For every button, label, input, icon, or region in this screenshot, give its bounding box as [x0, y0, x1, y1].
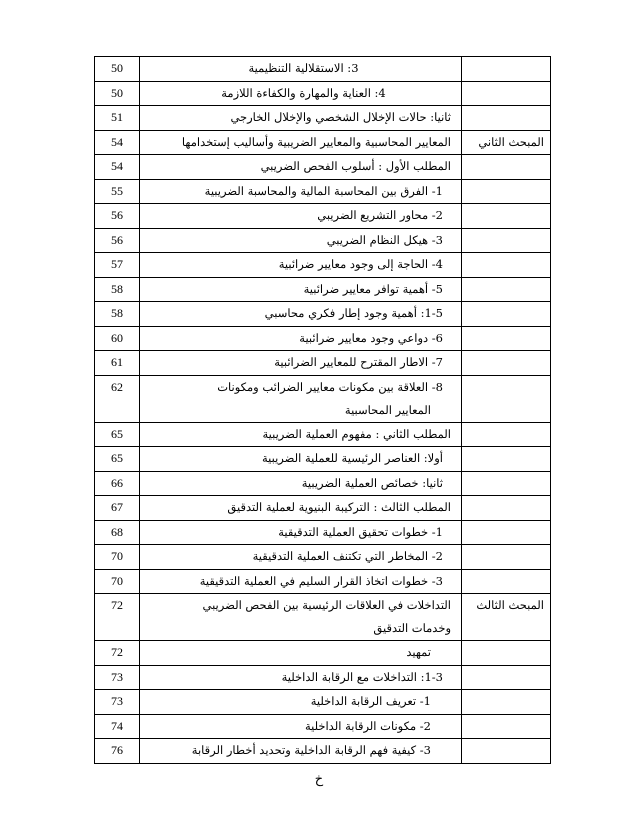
- toc-entry-title: 3- خطوات اتخاذ القرار السليم في العملية التدقيقية: [140, 569, 462, 594]
- toc-page-number: 72: [95, 641, 140, 666]
- toc-entry-title: 2- مكونات الرقابة الداخلية: [140, 714, 462, 739]
- toc-chapter-label: [462, 253, 551, 278]
- toc-page-number: 74: [95, 714, 140, 739]
- toc-chapter-label: المبحث الثالث: [462, 594, 551, 641]
- toc-row: [95, 641, 551, 666]
- toc-row: [95, 326, 551, 351]
- toc-row: [95, 569, 551, 594]
- toc-chapter-label: [462, 471, 551, 496]
- toc-row: [95, 155, 551, 180]
- toc-page-number: 56: [95, 228, 140, 253]
- toc-page-number: 70: [95, 545, 140, 570]
- toc-page-number: 58: [95, 302, 140, 327]
- toc-entry-title: 1- الفرق بين المحاسبة المالية والمحاسبة الضريبية: [140, 179, 462, 204]
- toc-page-number: 58: [95, 277, 140, 302]
- toc-chapter-label: [462, 228, 551, 253]
- toc-entry-title: أولا: العناصر الرئيسية للعملية الضريبية: [140, 447, 462, 472]
- toc-row: [95, 471, 551, 496]
- toc-page-number: 72: [95, 594, 140, 641]
- page-number-letter: خ: [314, 772, 324, 787]
- toc-row: [95, 422, 551, 447]
- toc-row: [95, 179, 551, 204]
- toc-entry-title: 1- تعريف الرقابة الداخلية: [140, 690, 462, 715]
- toc-row: [95, 714, 551, 739]
- toc-entry-title: المطلب الثالث : التركيبة البنيوية لعملية التدقيق: [140, 496, 462, 521]
- toc-entry-title: المطلب الثاني : مفهوم العملية الضريبية: [140, 422, 462, 447]
- toc-entry-title: 3- كيفية فهم الرقابة الداخلية وتحديد أخطار الرقابة: [140, 739, 462, 764]
- toc-page-number: 66: [95, 471, 140, 496]
- toc-row: [95, 351, 551, 376]
- toc-entry-title: ثانيا: خصائص العملية الضريبية: [140, 471, 462, 496]
- toc-page-number: 54: [95, 155, 140, 180]
- toc-row: [95, 665, 551, 690]
- toc-entry-title-line-2: وخدمات التدقيق: [373, 621, 451, 635]
- toc-entry-title: 1- خطوات تحقيق العملية التدقيقية: [140, 520, 462, 545]
- toc-row: [95, 739, 551, 764]
- toc-chapter-label: [462, 496, 551, 521]
- toc-chapter-label: [462, 422, 551, 447]
- toc-chapter-label: [462, 106, 551, 131]
- toc-entry-title: المعايير المحاسبية والمعايير الضريبية وأساليب إستخدامها: [140, 130, 462, 155]
- toc-entry-title: 1-5: أهمية وجود إطار فكري محاسبي: [140, 302, 462, 327]
- toc-entry-title: 3- هيكل النظام الضريبي: [140, 228, 462, 253]
- toc-page-number: 62: [95, 375, 140, 422]
- toc-page-number: 60: [95, 326, 140, 351]
- toc-row: [95, 130, 551, 155]
- toc-page-number: 50: [95, 81, 140, 106]
- toc-entry-title: 7- الاطار المقترح للمعايير الضرائبية: [140, 351, 462, 376]
- toc-chapter-label: [462, 204, 551, 229]
- toc-entry-title-wrapped: [140, 594, 462, 641]
- toc-chapter-label: [462, 81, 551, 106]
- toc-row: [95, 375, 551, 422]
- toc-chapter-label: [462, 714, 551, 739]
- toc-page-number: 57: [95, 253, 140, 278]
- toc-chapter-label: [462, 520, 551, 545]
- toc-row: [95, 545, 551, 570]
- toc-entry-title: 5- أهمية توافر معايير ضرائبية: [140, 277, 462, 302]
- toc-chapter-label: [462, 739, 551, 764]
- toc-entry-title: 2- محاور التشريع الضريبي: [140, 204, 462, 229]
- toc-row: [95, 594, 551, 641]
- toc-chapter-label: [462, 665, 551, 690]
- toc-page-number: 67: [95, 496, 140, 521]
- toc-page-number: 51: [95, 106, 140, 131]
- toc-entry-title-line-2: المعايير المحاسبية: [344, 402, 431, 417]
- toc-entry-title: 4- الحاجة إلى وجود معايير ضرائبية: [140, 253, 462, 278]
- toc-page-number: 54: [95, 130, 140, 155]
- toc-page-number: 50: [95, 57, 140, 82]
- toc-chapter-label: [462, 277, 551, 302]
- toc-entry-title: 4: العناية والمهارة والكفاءة اللازمة: [140, 81, 462, 106]
- toc-page-number: 61: [95, 351, 140, 376]
- toc-row: [95, 253, 551, 278]
- toc-entry-title-wrapped: [140, 375, 462, 422]
- toc-row: [95, 81, 551, 106]
- toc-chapter-label: [462, 351, 551, 376]
- toc-chapter-label: المبحث الثاني: [462, 130, 551, 155]
- toc-entry-title: تمهيد: [140, 641, 462, 666]
- toc-chapter-label: [462, 179, 551, 204]
- toc-row: [95, 496, 551, 521]
- toc-chapter-label: [462, 375, 551, 422]
- toc-row: [95, 277, 551, 302]
- toc-entry-title: المطلب الأول : أسلوب الفحص الضريبي: [140, 155, 462, 180]
- toc-page-number: 65: [95, 447, 140, 472]
- toc-entry-title: 2- المخاطر التي تكتنف العملية التدقيقية: [140, 545, 462, 570]
- toc-entry-title-line-1: 8- العلاقة بين مكونات معايير الضرائب ومكونات: [217, 379, 443, 394]
- toc-row: [95, 302, 551, 327]
- toc-page-number: 76: [95, 739, 140, 764]
- toc-entry-title: 3: الاستقلالية التنظيمية: [140, 57, 462, 82]
- toc-chapter-label: [462, 641, 551, 666]
- toc-page-number: 73: [95, 690, 140, 715]
- toc-chapter-label: [462, 302, 551, 327]
- toc-row: [95, 106, 551, 131]
- toc-chapter-label: [462, 545, 551, 570]
- toc-entry-title-line-1: التداخلات في العلاقات الرئيسية بين الفحص الضريبي: [202, 598, 451, 612]
- toc-entry-title: ثانيا: حالات الإخلال الشخصي والإخلال الخارجي: [140, 106, 462, 131]
- toc-chapter-label: [462, 57, 551, 82]
- toc-entry-title: 6- دواعي وجود معايير ضرائبية: [140, 326, 462, 351]
- toc-row: [95, 447, 551, 472]
- toc-entry-title: 1-3: التداخلات مع الرقابة الداخلية: [140, 665, 462, 690]
- toc-page-number: 56: [95, 204, 140, 229]
- toc-chapter-label: [462, 155, 551, 180]
- toc-chapter-label: [462, 447, 551, 472]
- toc-page-number: 68: [95, 520, 140, 545]
- toc-row: [95, 228, 551, 253]
- toc-row: [95, 57, 551, 82]
- toc-chapter-label: [462, 326, 551, 351]
- toc-page-number: 73: [95, 665, 140, 690]
- toc-page-number: 70: [95, 569, 140, 594]
- toc-chapter-label: [462, 569, 551, 594]
- table-of-contents: [94, 56, 551, 764]
- toc-row: [95, 690, 551, 715]
- toc-chapter-label: [462, 690, 551, 715]
- toc-page-number: 65: [95, 422, 140, 447]
- toc-page-number: 55: [95, 179, 140, 204]
- toc-row: [95, 520, 551, 545]
- toc-row: [95, 204, 551, 229]
